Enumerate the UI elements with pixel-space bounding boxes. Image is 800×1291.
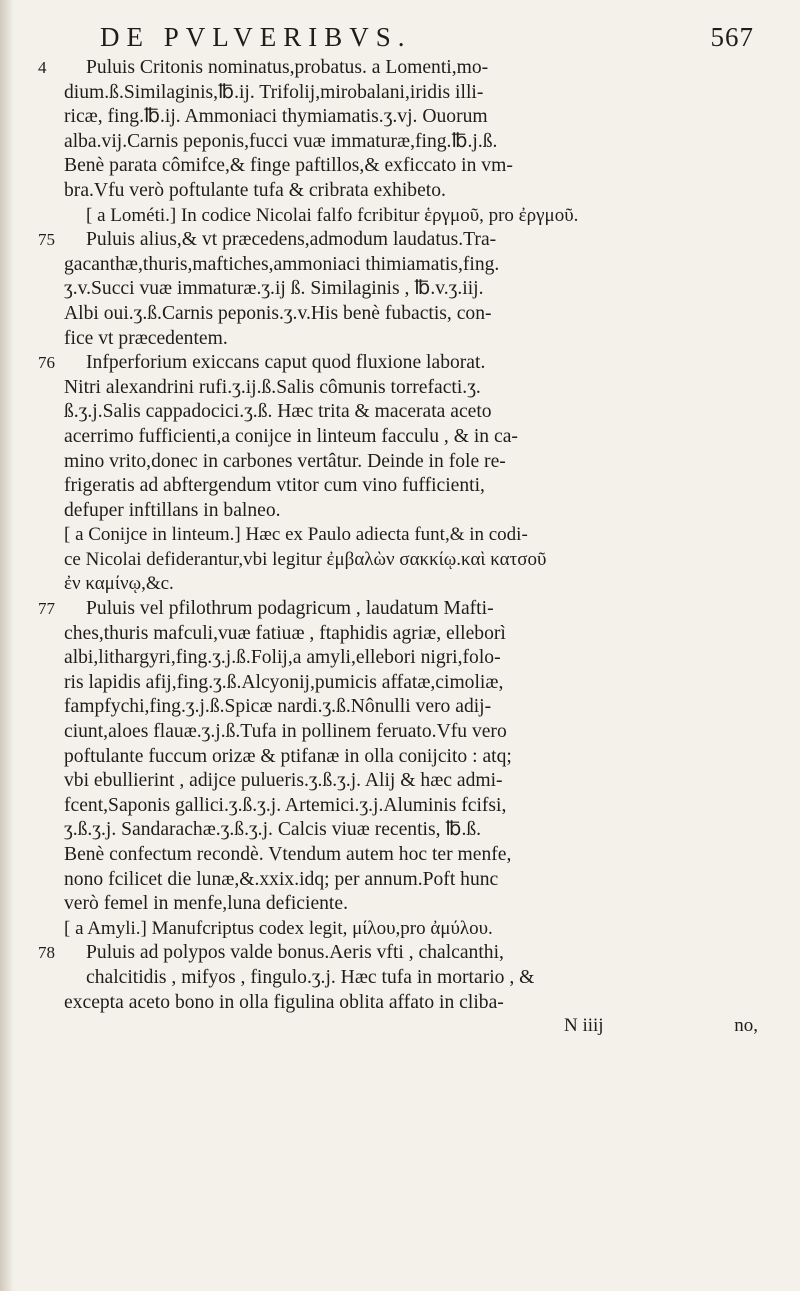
text-line: fcent,Saponis gallici.ʒ.ß.ʒ.j. Artemici.ʒ.j.Aluminis fcifsi, — [64, 794, 507, 816]
text-line: acerrimo fufficienti,a conijce in linteum facculu , & in ca- — [64, 425, 518, 447]
running-title: DE PVLVERIBVS. — [100, 22, 412, 52]
paragraph-number: 77 — [38, 599, 55, 619]
text-line: albi,lithargyri,fing.ʒ.j.ß.Folij,a amyli,ellebori nigri,folo- — [64, 647, 501, 669]
paragraph-number: 75 — [38, 230, 55, 250]
text-line: ches,thuris mafculi,vuæ fatiuæ , ftaphidis agriæ, elleborì — [64, 622, 506, 644]
text-line: dium.ß.Similaginis,℔.ij. Trifolij,mirobalani,iridis illi- — [64, 81, 484, 103]
text-line: Puluis vel pfilothrum podagricum , laudatum Mafti- — [86, 598, 494, 620]
text-line: ris lapidis afij,fing.ʒ.ß.Alcyonij,pumicis affatæ,cimoliæ, — [64, 671, 504, 693]
annotation-note: ἐν καμίνῳ,&c. — [64, 573, 174, 595]
text-line: Puluis ad polypos valde bonus.Aeris vfti , chalcanthi, — [86, 942, 504, 964]
annotation-note: ce Nicolai defiderantur,vbi legitur ἐμβαλὼν σακκίῳ.καὶ κατσοῦ — [64, 548, 547, 570]
text-line: Puluis alius,& vt præcedens,admodum laudatus.Tra- — [86, 229, 497, 251]
paragraph-number: 76 — [38, 353, 55, 373]
text-line: vbi ebullierint , adijce pulueris.ʒ.ß.ʒ.j. Alij & hæc admi- — [64, 770, 503, 792]
text-line: gacanthæ,thuris,maftiches,ammoniaci thimiamatis,fing. — [64, 253, 500, 275]
paragraph-number: 78 — [38, 943, 55, 963]
text-line: Nitri alexandrini rufi.ʒ.ij.ß.Salis cômunis torrefacti.ʒ. — [64, 376, 481, 398]
paragraph-number: 4 — [38, 58, 47, 77]
paragraph-recipe — [38, 228, 766, 351]
text-line: verò femel in menfe,luna deficiente. — [64, 893, 348, 915]
text-line: ʒ.v.Succi vuæ immaturæ.ʒ.ij ß. Similaginis , ℔.v.ʒ.iij. — [64, 278, 484, 300]
text-line: bra.Vfu verò poftulante tufa & cribrata exhibeto. — [64, 179, 446, 201]
paragraph-recipe — [38, 351, 766, 597]
annotation-note: [ a Conijce in linteum.] Hæc ex Paulo adiecta funt,& in codi- — [64, 524, 528, 546]
text-line: poftulante fuccum orizæ & ptifanæ in olla conijcito : atq; — [64, 745, 512, 767]
text-line: alba.vij.Carnis peponis,fucci vuæ immaturæ,fing.℔.j.ß. — [64, 130, 498, 152]
text-line: ricæ, fing.℔.ij. Ammoniaci thymiamatis.ʒ.vj. Ouorum — [64, 106, 488, 128]
text-line: mino vrito,donec in carbones vertâtur. Deinde in fole re- — [64, 450, 506, 472]
annotation-note: [ a Lométi.] In codice Nicolai falfo fcribitur ἑργμοῦ, pro ἐργμοῦ. — [86, 204, 579, 226]
body-text — [38, 56, 766, 1015]
text-line: chalcitidis , mifyos , fingulo.ʒ.j. Hæc tufa in mortario , & — [86, 966, 535, 988]
text-line: Infperforium exiccans caput quod fluxione laborat. — [86, 352, 486, 374]
annotation-note: [ a Amyli.] Manufcriptus codex legit, μίλου,pro ἀμύλου. — [64, 917, 493, 939]
page-number: 567 — [710, 22, 754, 52]
paragraph-recipe — [38, 941, 766, 1015]
text-line: Benè parata cômifce,& finge paftillos,& exficcato in vm- — [64, 155, 513, 177]
text-line: excepta aceto bono in olla figulina oblita affato in cliba- — [64, 991, 504, 1013]
text-line: ʒ.ß.ʒ.j. Sandarachæ.ʒ.ß.ʒ.j. Calcis viuæ recentis, ℔.ß. — [64, 819, 482, 841]
text-line: defuper inftillans in balneo. — [64, 499, 281, 521]
text-line: Albi oui.ʒ.ß.Carnis peponis.ʒ.v.His benè fubactis, con- — [64, 302, 492, 324]
paragraph-recipe — [38, 597, 766, 941]
text-line: Benè confectum recondè. Vtendum autem hoc ter menfe, — [64, 844, 512, 865]
text-line: nono fcilicet die lunæ,&.xxix.idq; per annum.Poft hunc — [64, 868, 499, 890]
text-line: Puluis Critonis nominatus,probatus. a Lomenti,mo- — [86, 57, 489, 78]
signature-mark: N iiij — [564, 1015, 604, 1037]
paragraph-recipe — [38, 56, 766, 228]
text-line: fampfychi,fing.ʒ.j.ß.Spicæ nardi.ʒ.ß.Nônulli vero adij- — [64, 696, 492, 718]
text-line: ß.ʒ.j.Salis cappadocici.ʒ.ß. Hæc trita & macerata aceto — [64, 401, 492, 423]
running-header — [64, 22, 766, 56]
text-line: fice vt præcedentem. — [64, 327, 228, 349]
text-line: ciunt,aloes flauæ.ʒ.j.ß.Tufa in pollinem feruato.Vfu vero — [64, 721, 507, 743]
page-footer — [64, 1015, 766, 1045]
text-line: frigeratis ad abftergendum vtitor cum vino fufficienti, — [64, 475, 485, 497]
page-gutter-shadow — [0, 0, 14, 1291]
catchword: no, — [734, 1015, 758, 1037]
